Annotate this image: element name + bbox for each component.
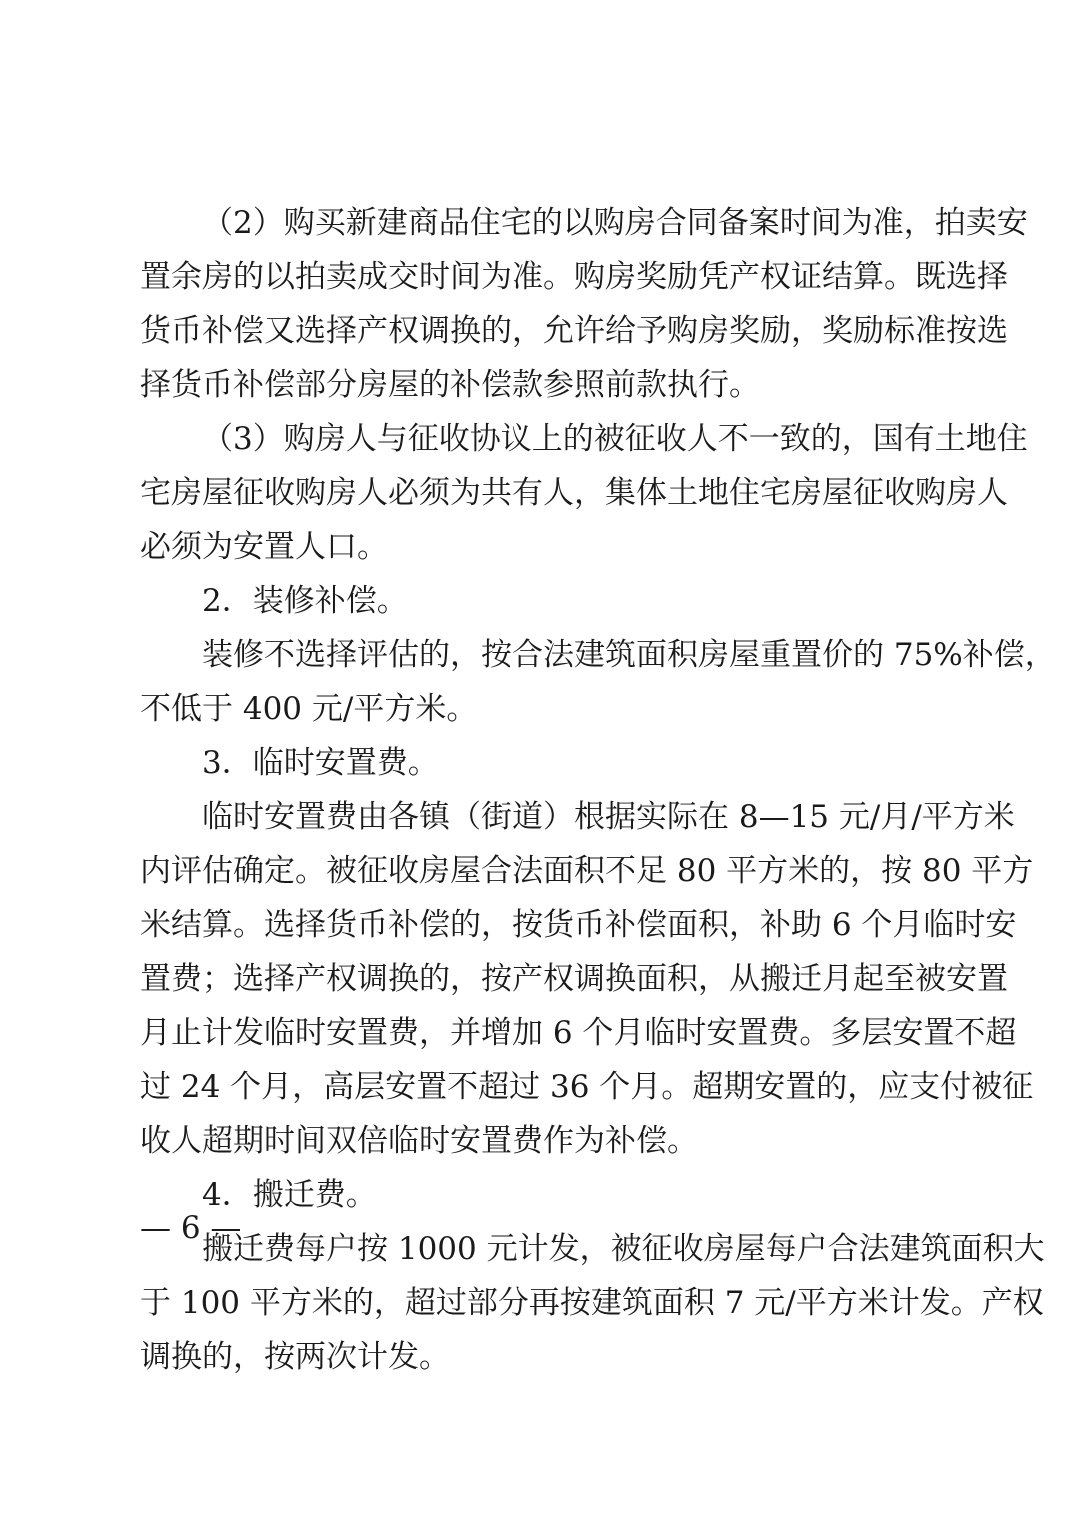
- text-line: 2．装修补偿。: [202, 583, 408, 619]
- text-line: 调换的，按两次计发。: [140, 1339, 450, 1375]
- text-line: 3．临时安置费。: [202, 745, 439, 781]
- text-line: 月止计发临时安置费，并增加 6 个月临时安置费。多层安置不超: [140, 1015, 1017, 1051]
- text-line: 不低于 400 元/平方米。: [140, 691, 478, 727]
- text-line: 货币补偿又选择产权调换的，允许给予购房奖励，奖励标准按选: [140, 313, 1008, 349]
- text-line: 装修不选择评估的，按合法建筑面积房屋重置价的 75%补偿，: [202, 637, 1056, 673]
- text-line: 置费；选择产权调换的，按产权调换面积，从搬迁月起至被安置: [140, 961, 1008, 997]
- text-line: 择货币补偿部分房屋的补偿款参照前款执行。: [140, 367, 760, 403]
- text-line: 于 100 平方米的，超过部分再按建筑面积 7 元/平方米计发。产权: [140, 1285, 1044, 1321]
- page-number: — 6 —: [140, 1210, 242, 1246]
- text-line: 米结算。选择货币补偿的，按货币补偿面积，补助 6 个月临时安: [140, 907, 1017, 943]
- document-body: [140, 196, 1056, 1384]
- text-line: 临时安置费由各镇（街道）根据实际在 8—15 元/月/平方米: [202, 799, 1015, 835]
- text-line: 收人超期时间双倍临时安置费作为补偿。: [140, 1123, 698, 1159]
- text-line: 过 24 个月，高层安置不超过 36 个月。超期安置的，应支付被征: [140, 1069, 1034, 1105]
- text-line: 搬迁费每户按 1000 元计发，被征收房屋每户合法建筑面积大: [202, 1231, 1045, 1267]
- text-line: 内评估确定。被征收房屋合法面积不足 80 平方米的，按 80 平方: [140, 853, 1034, 889]
- text-line: 4．搬迁费。: [202, 1177, 377, 1213]
- text-line: （2）购买新建商品住宅的以购房合同备案时间为准，拍卖安: [202, 205, 1028, 241]
- text-line: 置余房的以拍卖成交时间为准。购房奖励凭产权证结算。既选择: [140, 259, 1008, 295]
- text-line: 必须为安置人口。: [140, 529, 388, 565]
- text-line: （3）购房人与征收协议上的被征收人不一致的，国有土地住: [202, 421, 1028, 457]
- text-line: 宅房屋征收购房人必须为共有人，集体土地住宅房屋征收购房人: [140, 475, 1008, 511]
